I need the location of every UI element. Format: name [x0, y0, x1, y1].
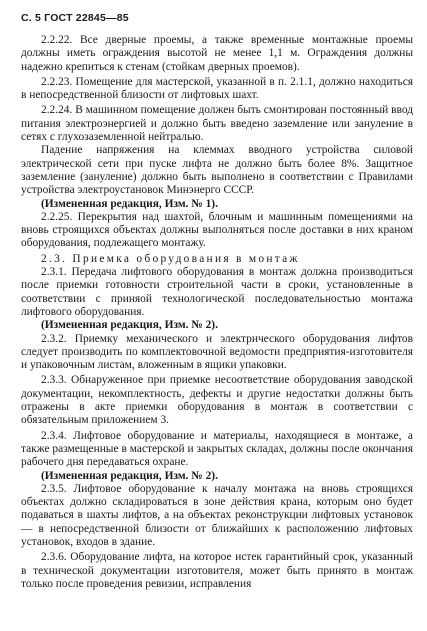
page-header: С. 5 ГОСТ 22845—85: [21, 12, 129, 24]
amendment-note-2b: (Измененная редакция, Изм. № 2).: [41, 469, 218, 482]
paragraph-voltage-drop: Падение напряжения на клеммах вводного устройства силовой электрической сети при пуске лифта не должно быть более 8%. Защитное заземление (зануление) должно быть выполнено в соответствии с Правилами устройства электроустановок Минэнерго СССР.: [21, 144, 413, 197]
section-heading-2-3: 2.3. Приемка оборудования в монтаж: [41, 252, 300, 265]
paragraph-2-2-23: 2.2.23. Помещение для мастерской, указанной в п. 2.1.1, должно находиться в непосредственной близости от лифтовых шахт.: [21, 75, 413, 102]
document-body: [21, 34, 413, 591]
paragraph-2-3-5: 2.3.5. Лифтовое оборудование к началу монтажа на вновь строящихся объектах должно складироваться в зоне действия крана, которым оно будет подаваться в шахты лифтов, а на объектах реконструкции лифтовых установок — в непосредственной близости от ближайших к расположению лифтовых установок, входов в здание.: [21, 482, 413, 548]
paragraph-2-3-3: 2.3.3. Обнаруженное при приемке несоответствие оборудования заводской документации, некомплектность, дефекты и другие недостатки должны быть отражены в акте приемки оборудования в монтаж в соответствии с обязательным приложением 3.: [21, 374, 413, 427]
paragraph-2-2-24: 2.2.24. В машинном помещение должен быть смонтирован постоянный ввод питания электроэнергией и должно быть введено заземление или зануление в сетях с глухозаземленной нейтралью.: [21, 104, 413, 144]
amendment-note-1: (Измененная редакция, Изм. № 1).: [41, 197, 218, 210]
paragraph-2-3-6: 2.3.6. Оборудование лифта, на которое истек гарантийный срок, указанный в технической документации изготовителя, может быть принято в монтаж только после проведения ревизии, исправления: [21, 551, 413, 590]
paragraph-2-2-22: 2.2.22. Все дверные проемы, а также временные монтажные проемы должны иметь ограждения высотой не менее 1,1 м. Ограждения должны надежно крепиться к стенам (стойкам дверных проемов).: [21, 34, 413, 73]
amendment-note-2a: (Измененная редакция, Изм. № 2).: [41, 319, 218, 332]
paragraph-2-2-25: 2.2.25. Перекрытия над шахтой, блочным и машинным помещениями на вновь строящихся объектах должны выполняться после доставки в них краном оборудования, подлежащего монтажу.: [21, 210, 413, 250]
paragraph-2-3-2: 2.3.2. Приемку механического и электрического оборудования лифтов следует производить по комплектовочной ведомости предприятия-изготовителя и упаковочным листам, вложенным в ящики упаковки.: [21, 332, 413, 372]
paragraph-2-3-4: 2.3.4. Лифтовое оборудование и материалы, находящиеся в монтаже, а также размещенные в мастерской и закрытых складах, должны после окончания рабочего дня передаваться охране.: [21, 429, 413, 469]
paragraph-2-3-1: 2.3.1. Передача лифтового оборудования в монтаж должна производиться после приемки готовности строительной части в сроки, установленные в соответствии с приняoй технологической последовательностью монтажа лифтового оборудования.: [21, 266, 413, 318]
